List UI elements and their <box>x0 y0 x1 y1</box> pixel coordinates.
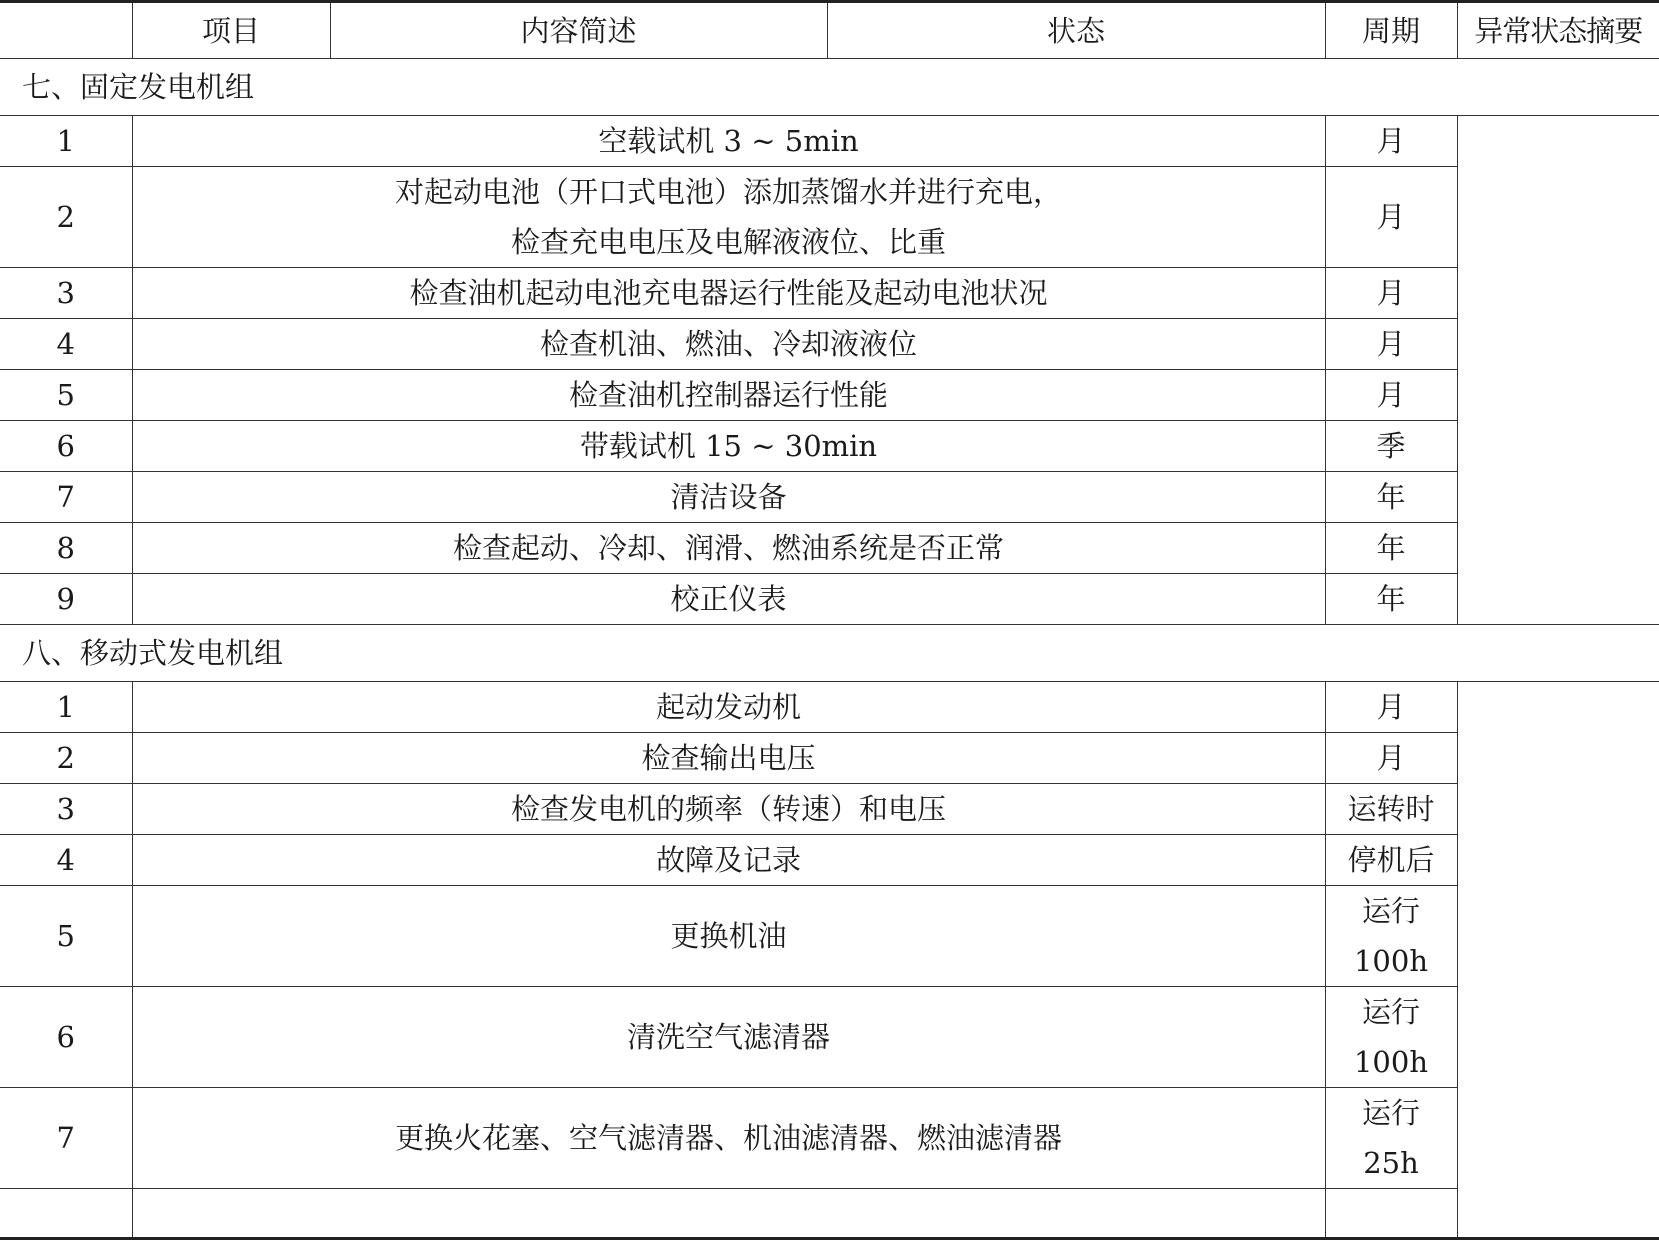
table-row <box>0 574 1659 625</box>
row-period <box>1325 523 1457 574</box>
row-number: 4 <box>0 319 132 370</box>
row-description <box>132 370 1325 421</box>
table-row <box>0 319 1659 370</box>
table-row <box>0 167 1659 268</box>
row-number: 8 <box>0 523 132 574</box>
table-row <box>0 682 1659 733</box>
row-period <box>1325 733 1457 784</box>
row-number: 4 <box>0 835 132 886</box>
section-header-row <box>0 625 1659 682</box>
table-row <box>0 268 1659 319</box>
table-row <box>0 835 1659 886</box>
cell-line: 月 <box>1376 276 1406 310</box>
cell-line: 检查油机起动电池充电器运行性能及起动电池状况 <box>409 276 1048 310</box>
cell-line: 检查油机控制器运行性能 <box>568 378 888 412</box>
cell-line: 年 <box>1376 582 1406 616</box>
cell-line: 检查发电机的频率（转速）和电压 <box>510 792 946 826</box>
table-row <box>0 370 1659 421</box>
row-description <box>132 319 1325 370</box>
row-description <box>132 886 1325 987</box>
cell-line: 运转时 <box>1347 792 1435 826</box>
cell-line: 运行 <box>1361 995 1420 1029</box>
cell-line: 更换火花塞、空气滤清器、机油滤清器、燃油滤清器 <box>394 1121 1062 1155</box>
cell-line: 季 <box>1376 429 1406 463</box>
header-status: 状态 <box>827 2 1325 59</box>
blank-cell <box>132 1189 1325 1239</box>
table-row <box>0 523 1659 574</box>
row-period <box>1325 835 1457 886</box>
row-period <box>1325 116 1457 167</box>
row-number: 3 <box>0 784 132 835</box>
row-description <box>132 268 1325 319</box>
cell-line: 清洗空气滤清器 <box>626 1020 830 1054</box>
row-period <box>1325 886 1457 987</box>
row-period <box>1325 319 1457 370</box>
cell-line: 100h <box>1353 944 1429 978</box>
row-number: 1 <box>0 116 132 167</box>
row-description <box>132 523 1325 574</box>
cell-line: 更换机油 <box>670 919 787 953</box>
row-description <box>132 733 1325 784</box>
row-description <box>132 167 1325 268</box>
table-row <box>0 1088 1659 1189</box>
blank-cell <box>1325 1189 1457 1239</box>
cell-line: 运行 <box>1361 1096 1420 1130</box>
cell-line: 月 <box>1376 378 1406 412</box>
row-period <box>1325 167 1457 268</box>
blank-row <box>0 1189 1659 1239</box>
row-description <box>132 987 1325 1088</box>
cell-line: 带载试机 15 ~ 30min <box>579 429 878 463</box>
row-period <box>1325 682 1457 733</box>
row-number: 2 <box>0 733 132 784</box>
blank-cell <box>0 1189 132 1239</box>
cell-line: 故障及记录 <box>655 843 801 877</box>
table-row <box>0 472 1659 523</box>
cell-line: 运行 <box>1361 894 1420 928</box>
abnormal-summary-cell <box>1457 682 1659 1239</box>
row-period <box>1325 472 1457 523</box>
row-number: 6 <box>0 421 132 472</box>
cell-line: 检查机油、燃油、冷却液液位 <box>539 327 917 361</box>
cell-line: 检查输出电压 <box>641 741 816 775</box>
section-title: 七、固定发电机组 <box>0 59 1659 116</box>
cell-line: 校正仪表 <box>670 582 787 616</box>
header-row <box>0 2 1659 59</box>
row-period <box>1325 574 1457 625</box>
cell-line: 起动发动机 <box>655 690 801 724</box>
cell-line: 对起动电池（开口式电池）添加蒸馏水并进行充电， <box>394 175 1062 209</box>
row-number: 1 <box>0 682 132 733</box>
abnormal-summary-cell <box>1457 116 1659 625</box>
row-number: 9 <box>0 574 132 625</box>
row-period <box>1325 784 1457 835</box>
cell-line: 检查起动、冷却、润滑、燃油系统是否正常 <box>452 531 1004 565</box>
row-number: 7 <box>0 472 132 523</box>
row-period <box>1325 370 1457 421</box>
table-row <box>0 987 1659 1088</box>
cell-line: 月 <box>1376 124 1406 158</box>
section-title: 八、移动式发电机组 <box>0 625 1659 682</box>
row-description <box>132 784 1325 835</box>
table-row <box>0 886 1659 987</box>
row-period <box>1325 421 1457 472</box>
table-row <box>0 116 1659 167</box>
header-item: 项目 <box>132 2 330 59</box>
row-description <box>132 835 1325 886</box>
cell-line: 检查充电电压及电解液液位、比重 <box>510 225 946 259</box>
row-number: 2 <box>0 167 132 268</box>
row-description <box>132 421 1325 472</box>
row-number: 5 <box>0 370 132 421</box>
cell-line: 年 <box>1376 531 1406 565</box>
row-period <box>1325 268 1457 319</box>
table-row <box>0 784 1659 835</box>
row-number: 5 <box>0 886 132 987</box>
row-description <box>132 472 1325 523</box>
row-number: 7 <box>0 1088 132 1189</box>
row-description <box>132 682 1325 733</box>
cell-line: 100h <box>1353 1045 1429 1079</box>
cell-line: 年 <box>1376 480 1406 514</box>
row-description <box>132 574 1325 625</box>
section-header-row <box>0 59 1659 116</box>
cell-line: 月 <box>1376 690 1406 724</box>
row-period <box>1325 1088 1457 1189</box>
row-description <box>132 1088 1325 1189</box>
header-period: 周期 <box>1325 2 1457 59</box>
cell-line: 清洁设备 <box>670 480 787 514</box>
cell-line: 空载试机 3 ~ 5min <box>598 124 859 158</box>
table-row <box>0 733 1659 784</box>
cell-line: 月 <box>1376 327 1406 361</box>
row-period <box>1325 987 1457 1088</box>
header-description: 内容简述 <box>330 2 827 59</box>
header-abnormal-summary: 异常状态摘要 <box>1457 2 1659 59</box>
row-number: 6 <box>0 987 132 1088</box>
row-number: 3 <box>0 268 132 319</box>
header-blank-cell <box>0 2 132 59</box>
row-description <box>132 116 1325 167</box>
cell-line: 月 <box>1376 741 1406 775</box>
cell-line: 停机后 <box>1347 843 1435 877</box>
cell-line: 月 <box>1376 200 1406 234</box>
table-row <box>0 421 1659 472</box>
cell-line: 25h <box>1363 1146 1419 1180</box>
